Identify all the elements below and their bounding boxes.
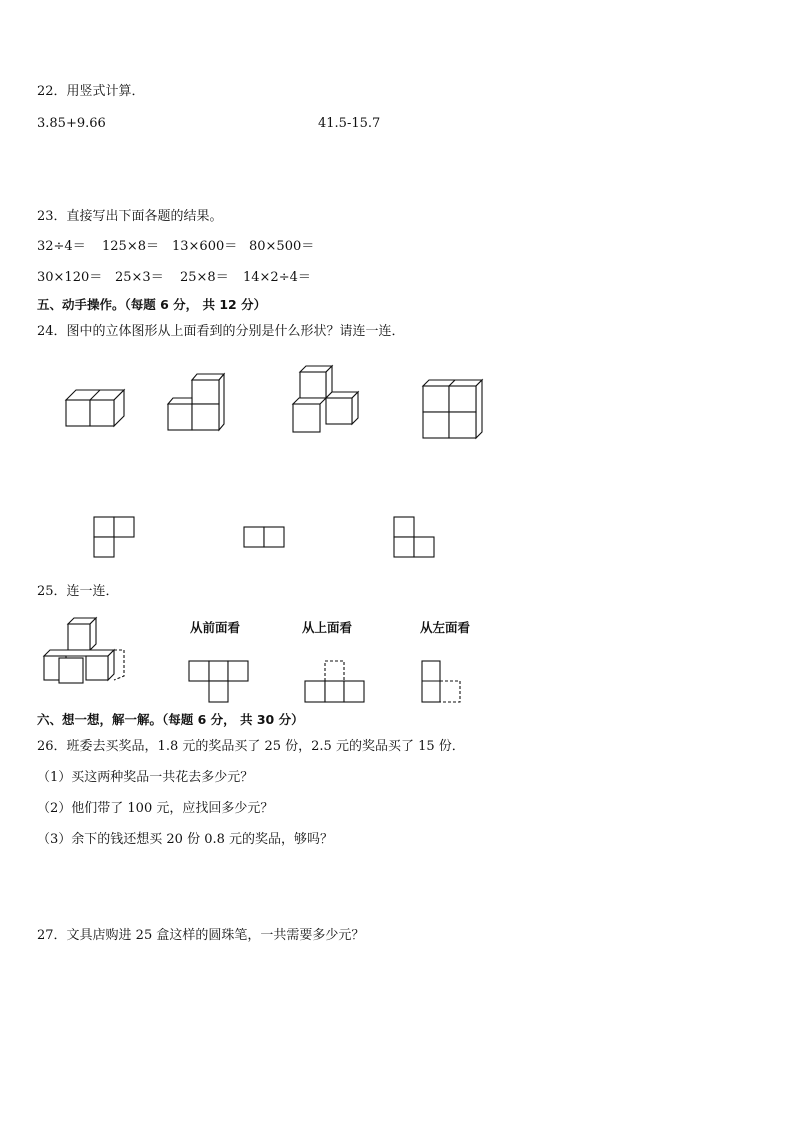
q24-title: 24．图中的立体图形从上面看到的分别是什么形状？请连一连． <box>37 324 405 339</box>
q24-top-view-1 <box>92 514 140 562</box>
q23-item: 30×120＝ <box>37 270 103 285</box>
q24-solid-3 <box>290 364 364 436</box>
q22-title: 22．用竖式计算． <box>37 84 145 99</box>
section-5-heading: 五、动手操作。（每题 6 分， 共 12 分） <box>37 297 267 312</box>
q25-view-1 <box>186 658 252 706</box>
section-6-heading: 六、想一想，解一解。（每题 6 分， 共 30 分） <box>37 712 304 727</box>
q23-item: 125×8＝ <box>102 239 159 254</box>
q25-label-front: 从前面看 <box>190 620 241 635</box>
q24-top-view-3 <box>392 514 440 562</box>
q25-solid <box>40 614 136 686</box>
q25-label-left: 从左面看 <box>420 620 471 635</box>
q25-view-2 <box>302 658 368 706</box>
q25-label-top: 从上面看 <box>302 620 353 635</box>
q23-item: 14×2÷4＝ <box>243 270 311 285</box>
q25-view-3 <box>418 658 466 706</box>
q26-part-1: （1）买这两种奖品一共花去多少元？ <box>37 770 254 785</box>
q26-part-2: （2）他们带了 100 元，应找回多少元？ <box>37 801 274 816</box>
q24-solid-1 <box>62 384 128 432</box>
q22-expression-1: 3.85+9.66 <box>37 116 106 131</box>
q26-title: 26．班委去买奖品，1.8 元的奖品买了 25 份，2.5 元的奖品买了 15 份． <box>37 739 465 754</box>
q22-expression-2: 41.5-15.7 <box>318 116 381 131</box>
q27-title: 27．文具店购进 25 盒这样的圆珠笔，一共需要多少元？ <box>37 928 365 943</box>
q23-item: 25×8＝ <box>180 270 229 285</box>
q24-top-view-2 <box>241 524 289 552</box>
q25-title: 25．连一连． <box>37 584 119 599</box>
q26-part-3: （3）余下的钱还想买 20 份 0.8 元的奖品，够吗？ <box>37 832 334 847</box>
q23-item: 32÷4＝ <box>37 239 86 254</box>
q24-solid-2 <box>164 370 230 434</box>
q23-item: 13×600＝ <box>172 239 238 254</box>
q23-title: 23．直接写出下面各题的结果。 <box>37 209 223 224</box>
q23-item: 25×3＝ <box>115 270 164 285</box>
q24-solid-4 <box>420 376 486 442</box>
q23-item: 80×500＝ <box>249 239 315 254</box>
